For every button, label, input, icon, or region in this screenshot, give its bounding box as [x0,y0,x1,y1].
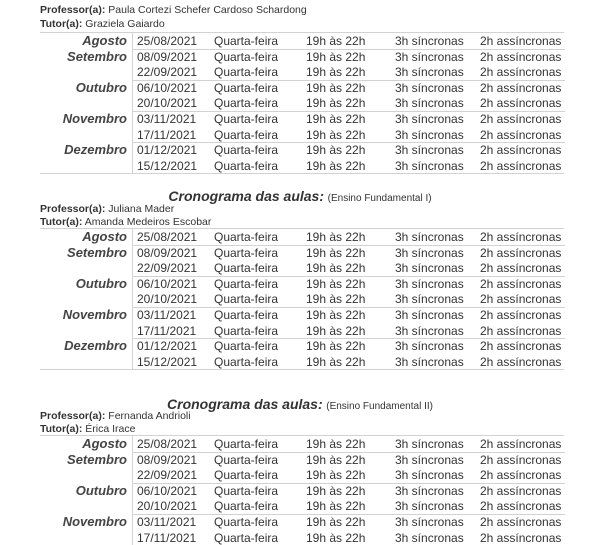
month-label: Dezembro [64,338,127,354]
column-divider [132,95,133,111]
async-hours-cell: 2h assíncronas [480,80,562,95]
async-hours-cell: 2h assíncronas [480,127,562,142]
tutor-name: Graziela Gaiardo [85,18,165,30]
date-cell: 06/10/2021 [137,276,198,291]
column-divider [132,291,133,307]
column-divider [132,436,133,452]
column-divider [132,260,133,276]
async-hours-cell: 2h assíncronas [480,292,562,307]
table-row [40,229,564,245]
professor-name: Juliana Mader [108,203,175,215]
date-cell: 03/11/2021 [137,307,197,322]
table-row [40,467,564,483]
time-cell: 19h às 22h [306,530,366,545]
date-cell: 20/10/2021 [137,292,198,307]
async-hours-cell: 2h assíncronas [480,245,562,260]
section-title-text: Cronograma das aulas: [168,188,325,204]
time-cell: 19h às 22h [306,261,366,276]
column-divider [132,323,133,339]
weekday-cell: Quarta-feira [214,483,279,498]
weekday-cell: Quarta-feira [214,452,279,467]
date-cell: 03/11/2021 [137,111,197,126]
tutor-name: Érica Irace [85,423,136,435]
month-label: Outubro [75,482,127,498]
tutor-label: Tutor(a): [40,423,83,435]
sync-hours-cell: 3h síncronas [395,34,464,48]
tutor-name: Amanda Medeiros Escobar [84,216,212,228]
date-cell: 22/09/2021 [137,65,198,80]
table-row [40,245,564,261]
table-row [40,111,564,127]
weekday-cell: Quarta-feira [214,80,279,95]
time-cell: 19h às 22h [306,307,366,322]
date-cell: 06/10/2021 [137,483,198,498]
weekday-cell: Quarta-feira [214,49,279,64]
table-row [40,483,564,499]
sync-hours-cell: 3h síncronas [395,49,464,64]
sync-hours-cell: 3h síncronas [395,276,464,291]
async-hours-cell: 2h assíncronas [480,514,562,529]
date-cell: 20/10/2021 [137,499,198,514]
table-row [40,33,564,49]
async-hours-cell: 2h assíncronas [480,339,562,354]
tutor-label: Tutor(a): [40,18,83,30]
time-cell: 19h às 22h [306,245,366,260]
column-divider [132,354,133,370]
sync-hours-cell: 3h síncronas [395,261,464,276]
professor-label: Professor(a): [40,203,106,215]
section-title [0,188,600,204]
time-cell: 19h às 22h [306,468,366,483]
month-label: Setembro [67,48,127,64]
column-divider [132,64,133,80]
tutor-label: Tutor(a): [40,216,83,228]
async-hours-cell: 2h assíncronas [480,354,562,369]
sync-hours-cell: 3h síncronas [395,499,464,514]
date-cell: 20/10/2021 [137,96,198,111]
table-row [40,307,564,323]
section-subtitle: (Ensino Fundamental II) [326,401,433,412]
tutor-line [40,18,165,30]
month-label: Agosto [82,436,127,451]
sync-hours-cell: 3h síncronas [395,339,464,354]
time-cell: 19h às 22h [306,323,366,338]
schedule-table [40,228,564,370]
table-row [40,291,564,307]
time-cell: 19h às 22h [306,34,366,48]
table-row [40,338,564,354]
table-row [40,260,564,276]
sync-hours-cell: 3h síncronas [395,158,464,173]
time-cell: 19h às 22h [306,143,366,158]
sync-hours-cell: 3h síncronas [395,143,464,158]
async-hours-cell: 2h assíncronas [480,143,562,158]
month-label: Outubro [75,275,127,291]
async-hours-cell: 2h assíncronas [480,65,562,80]
sync-hours-cell: 3h síncronas [395,323,464,338]
table-row [40,80,564,96]
date-cell: 01/12/2021 [137,143,198,158]
tutor-line [40,423,135,435]
month-label: Outubro [75,79,127,95]
month-label: Novembro [62,513,127,529]
time-cell: 19h às 22h [306,276,366,291]
table-row [40,514,564,530]
time-cell: 19h às 22h [306,230,366,244]
weekday-cell: Quarta-feira [214,245,279,260]
async-hours-cell: 2h assíncronas [480,158,562,173]
async-hours-cell: 2h assíncronas [480,261,562,276]
date-cell: 08/09/2021 [137,49,198,64]
date-cell: 08/09/2021 [137,245,198,260]
date-cell: 25/08/2021 [137,437,198,451]
date-cell: 17/11/2021 [137,323,197,338]
sync-hours-cell: 3h síncronas [395,111,464,126]
async-hours-cell: 2h assíncronas [480,530,562,545]
time-cell: 19h às 22h [306,49,366,64]
month-label: Setembro [67,451,127,467]
table-row [40,498,564,514]
time-cell: 19h às 22h [306,292,366,307]
month-label: Dezembro [64,142,127,158]
time-cell: 19h às 22h [306,111,366,126]
async-hours-cell: 2h assíncronas [480,49,562,64]
column-divider [132,33,133,49]
column-divider [132,530,133,545]
weekday-cell: Quarta-feira [214,276,279,291]
weekday-cell: Quarta-feira [214,261,279,276]
sync-hours-cell: 3h síncronas [395,127,464,142]
sync-hours-cell: 3h síncronas [395,483,464,498]
professor-line [40,4,307,16]
async-hours-cell: 2h assíncronas [480,276,562,291]
table-row [40,64,564,80]
month-label: Novembro [62,306,127,322]
time-cell: 19h às 22h [306,65,366,80]
async-hours-cell: 2h assíncronas [480,96,562,111]
weekday-cell: Quarta-feira [214,530,279,545]
professor-line [40,410,191,422]
time-cell: 19h às 22h [306,514,366,529]
date-cell: 25/08/2021 [137,34,198,48]
date-cell: 22/09/2021 [137,468,198,483]
weekday-cell: Quarta-feira [214,96,279,111]
date-cell: 22/09/2021 [137,261,198,276]
sync-hours-cell: 3h síncronas [395,452,464,467]
sync-hours-cell: 3h síncronas [395,245,464,260]
professor-label: Professor(a): [40,4,106,16]
weekday-cell: Quarta-feira [214,230,279,244]
table-row [40,158,564,174]
async-hours-cell: 2h assíncronas [480,499,562,514]
schedule-table [40,435,564,545]
weekday-cell: Quarta-feira [214,143,279,158]
sync-hours-cell: 3h síncronas [395,514,464,529]
async-hours-cell: 2h assíncronas [480,468,562,483]
table-row [40,323,564,339]
weekday-cell: Quarta-feira [214,34,279,48]
weekday-cell: Quarta-feira [214,65,279,80]
section-subtitle: (Ensino Fundamental I) [327,193,432,204]
time-cell: 19h às 22h [306,96,366,111]
weekday-cell: Quarta-feira [214,127,279,142]
time-cell: 19h às 22h [306,354,366,369]
time-cell: 19h às 22h [306,452,366,467]
month-label: Agosto [82,229,127,244]
column-divider [132,158,133,174]
column-divider [132,467,133,483]
table-row [40,95,564,111]
async-hours-cell: 2h assíncronas [480,111,562,126]
date-cell: 15/12/2021 [137,158,198,173]
async-hours-cell: 2h assíncronas [480,483,562,498]
month-label: Agosto [82,33,127,48]
table-row [40,354,564,370]
professor-line [40,203,174,215]
weekday-cell: Quarta-feira [214,514,279,529]
schedule-table [40,32,564,174]
tutor-line [40,216,211,228]
weekday-cell: Quarta-feira [214,307,279,322]
async-hours-cell: 2h assíncronas [480,307,562,322]
table-row [40,530,564,545]
time-cell: 19h às 22h [306,127,366,142]
async-hours-cell: 2h assíncronas [480,452,562,467]
time-cell: 19h às 22h [306,158,366,173]
sync-hours-cell: 3h síncronas [395,307,464,322]
section-title-text: Cronograma das aulas: [167,396,323,412]
table-row [40,127,564,143]
date-cell: 25/08/2021 [137,230,198,244]
weekday-cell: Quarta-feira [214,354,279,369]
sync-hours-cell: 3h síncronas [395,468,464,483]
table-row [40,436,564,452]
table-row [40,276,564,292]
date-cell: 15/12/2021 [137,354,198,369]
sync-hours-cell: 3h síncronas [395,292,464,307]
async-hours-cell: 2h assíncronas [480,437,562,451]
async-hours-cell: 2h assíncronas [480,230,562,244]
sync-hours-cell: 3h síncronas [395,80,464,95]
time-cell: 19h às 22h [306,437,366,451]
sync-hours-cell: 3h síncronas [395,354,464,369]
column-divider [132,229,133,245]
time-cell: 19h às 22h [306,499,366,514]
weekday-cell: Quarta-feira [214,339,279,354]
date-cell: 17/11/2021 [137,127,197,142]
professor-label: Professor(a): [40,410,106,422]
date-cell: 17/11/2021 [137,530,197,545]
time-cell: 19h às 22h [306,80,366,95]
async-hours-cell: 2h assíncronas [480,34,562,48]
date-cell: 01/12/2021 [137,339,198,354]
table-row [40,142,564,158]
sync-hours-cell: 3h síncronas [395,96,464,111]
weekday-cell: Quarta-feira [214,437,279,451]
column-divider [132,127,133,143]
weekday-cell: Quarta-feira [214,111,279,126]
table-row [40,452,564,468]
time-cell: 19h às 22h [306,483,366,498]
table-row [40,49,564,65]
sync-hours-cell: 3h síncronas [395,530,464,545]
month-label: Setembro [67,244,127,260]
async-hours-cell: 2h assíncronas [480,323,562,338]
date-cell: 03/11/2021 [137,514,197,529]
sync-hours-cell: 3h síncronas [395,230,464,244]
date-cell: 06/10/2021 [137,80,198,95]
weekday-cell: Quarta-feira [214,499,279,514]
professor-name: Fernanda Andrioli [108,410,191,422]
weekday-cell: Quarta-feira [214,292,279,307]
professor-name: Paula Cortezi Schefer Cardoso Schardong [108,4,307,16]
date-cell: 08/09/2021 [137,452,198,467]
sync-hours-cell: 3h síncronas [395,65,464,80]
weekday-cell: Quarta-feira [214,323,279,338]
weekday-cell: Quarta-feira [214,158,279,173]
column-divider [132,498,133,514]
sync-hours-cell: 3h síncronas [395,437,464,451]
weekday-cell: Quarta-feira [214,468,279,483]
month-label: Novembro [62,110,127,126]
time-cell: 19h às 22h [306,339,366,354]
